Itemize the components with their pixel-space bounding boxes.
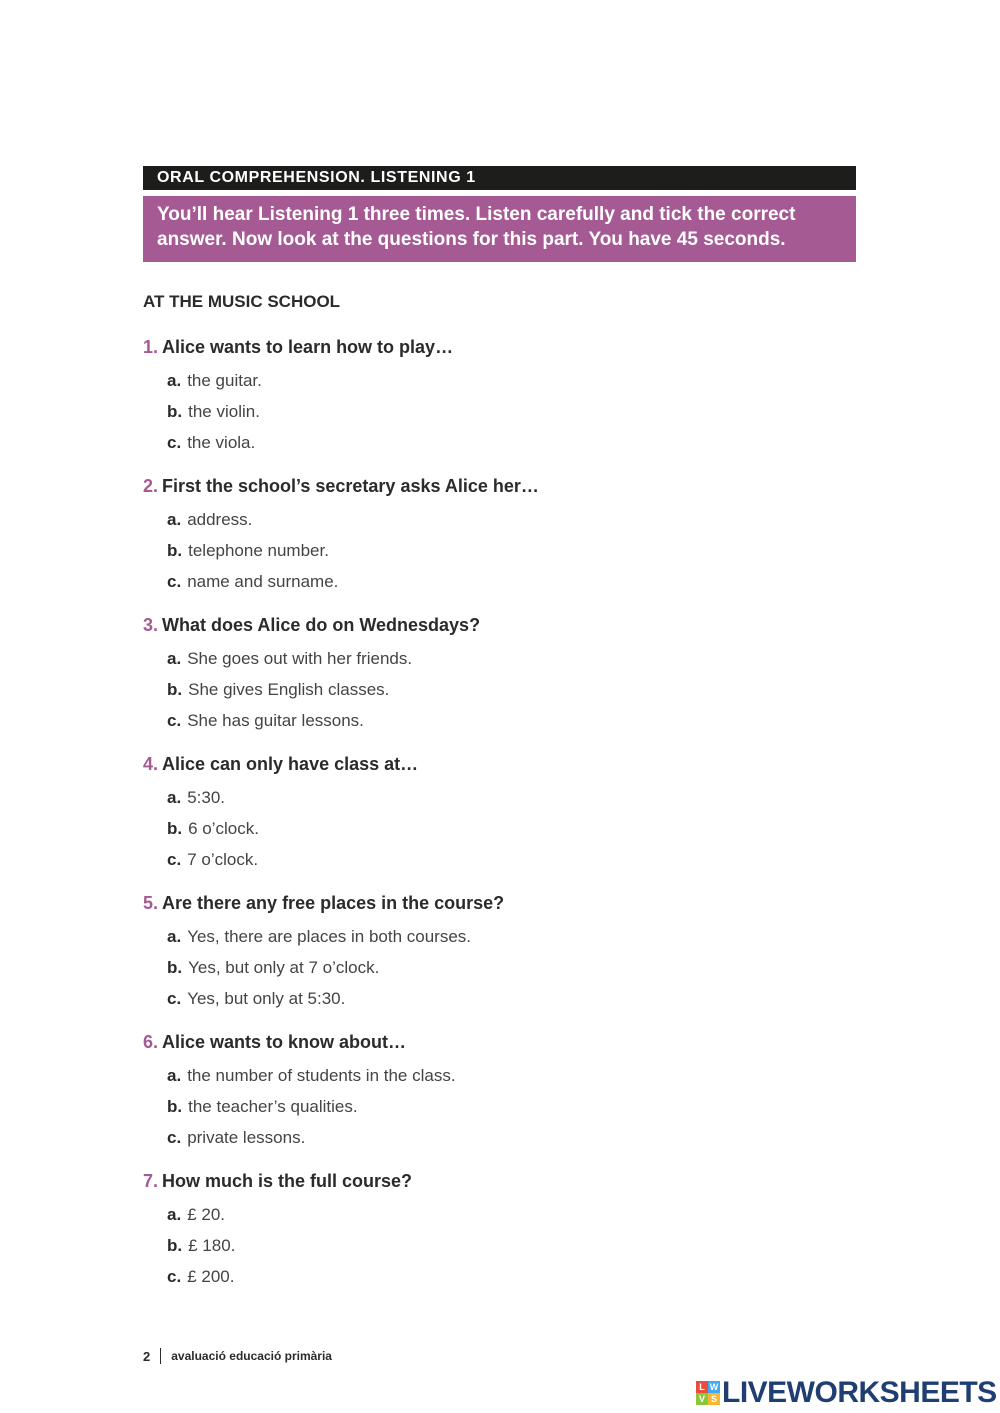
instructions-line-1: You’ll hear Listening 1 three times. Listen carefully and tick the correct: [157, 204, 796, 225]
footer-text: avaluació educació primària: [171, 1349, 332, 1363]
answer-option[interactable]: [143, 674, 856, 705]
option-text: private lessons.: [187, 1128, 306, 1147]
option-letter: a.: [167, 1066, 182, 1085]
option-letter: c.: [167, 1128, 182, 1147]
question-text: First the school’s secretary asks Alice her…: [162, 476, 539, 496]
option-letter: c.: [167, 711, 182, 730]
question-text: Alice wants to know about…: [162, 1032, 407, 1052]
instructions-line-2: answer. Now look at the questions for this part. You have 45 seconds.: [157, 229, 786, 250]
question-3: [143, 613, 856, 736]
question-number: 3.: [143, 615, 159, 635]
brand-logo-tile: W: [709, 1382, 719, 1392]
page-footer: [143, 1348, 332, 1364]
answer-option[interactable]: [143, 535, 856, 566]
question-2: [143, 474, 856, 597]
question-text: Are there any free places in the course?: [162, 893, 505, 913]
question-number: 6.: [143, 1032, 159, 1052]
answer-option[interactable]: [143, 1230, 856, 1261]
question-text: Alice wants to learn how to play…: [162, 337, 454, 357]
page-number: 2: [143, 1348, 151, 1364]
question-5: [143, 891, 856, 1014]
question-text: What does Alice do on Wednesdays?: [162, 615, 481, 635]
option-text: She gives English classes.: [188, 680, 390, 699]
option-text: address.: [187, 510, 253, 529]
option-letter: b.: [167, 402, 183, 421]
answer-option[interactable]: [143, 813, 856, 844]
option-text: 5:30.: [187, 788, 225, 807]
option-text: the guitar.: [187, 371, 262, 390]
brand-name: LIVEWORKSHEETS: [722, 1376, 997, 1409]
option-letter: b.: [167, 1236, 183, 1255]
option-letter: a.: [167, 371, 182, 390]
option-letter: b.: [167, 819, 183, 838]
brand-logo-tile: V: [696, 1393, 708, 1405]
option-letter: a.: [167, 1205, 182, 1224]
footer-divider: [160, 1348, 161, 1364]
option-text: £ 20.: [187, 1205, 225, 1224]
question-number: 1.: [143, 337, 159, 357]
question-text: How much is the full course?: [162, 1171, 413, 1191]
question-text: Alice can only have class at…: [162, 754, 419, 774]
option-text: the teacher’s qualities.: [188, 1097, 358, 1116]
option-text: She goes out with her friends.: [187, 649, 413, 668]
answer-option[interactable]: [143, 365, 856, 396]
option-letter: c.: [167, 1267, 182, 1286]
question-number: 2.: [143, 476, 159, 496]
answer-option[interactable]: [143, 705, 856, 736]
answer-option[interactable]: [143, 396, 856, 427]
answer-option[interactable]: [143, 566, 856, 597]
brand-watermark: [696, 1376, 997, 1410]
option-letter: b.: [167, 1097, 183, 1116]
option-letter: a.: [167, 649, 182, 668]
answer-option[interactable]: [143, 983, 856, 1014]
option-text: Yes, there are places in both courses.: [187, 927, 472, 946]
question-text-line: [143, 1030, 856, 1054]
answer-option[interactable]: [143, 1060, 856, 1091]
option-text: telephone number.: [188, 541, 329, 560]
question-text-line: [143, 335, 856, 359]
answer-option[interactable]: [143, 921, 856, 952]
question-number: 4.: [143, 754, 159, 774]
section-header-title: ORAL COMPREHENSION. LISTENING 1: [143, 166, 856, 190]
option-text: £ 180.: [188, 1236, 236, 1255]
question-1: [143, 335, 856, 458]
option-text: the violin.: [188, 402, 260, 421]
option-text: Yes, but only at 5:30.: [187, 989, 346, 1008]
answer-option[interactable]: [143, 427, 856, 458]
option-letter: a.: [167, 510, 182, 529]
brand-logo-icon: [696, 1381, 720, 1405]
answer-option[interactable]: [143, 1199, 856, 1230]
option-letter: b.: [167, 541, 183, 560]
option-letter: c.: [167, 989, 182, 1008]
question-7: [143, 1169, 856, 1292]
question-text-line: [143, 613, 856, 637]
question-text-line: [143, 1169, 856, 1193]
option-letter: b.: [167, 958, 183, 977]
question-number: 7.: [143, 1171, 159, 1191]
question-number: 5.: [143, 893, 159, 913]
option-text: 7 o’clock.: [187, 850, 259, 869]
question-text-line: [143, 474, 856, 498]
option-text: Yes, but only at 7 o’clock.: [188, 958, 380, 977]
option-letter: c.: [167, 572, 182, 591]
question-6: [143, 1030, 856, 1153]
option-letter: b.: [167, 680, 183, 699]
option-letter: a.: [167, 788, 182, 807]
option-text: £ 200.: [187, 1267, 235, 1286]
answer-option[interactable]: [143, 844, 856, 875]
answer-option[interactable]: [143, 504, 856, 535]
answer-option[interactable]: [143, 782, 856, 813]
brand-logo-tile: S: [708, 1393, 720, 1405]
option-text: name and surname.: [187, 572, 339, 591]
question-list: [143, 335, 856, 1308]
option-letter: a.: [167, 927, 182, 946]
question-text-line: [143, 752, 856, 776]
option-letter: c.: [167, 850, 182, 869]
subsection-title: AT THE MUSIC SCHOOL: [143, 292, 341, 311]
instructions-box: [143, 196, 856, 262]
option-text: the number of students in the class.: [187, 1066, 456, 1085]
option-text: 6 o’clock.: [188, 819, 259, 838]
answer-option[interactable]: [143, 1091, 856, 1122]
option-text: She has guitar lessons.: [187, 711, 364, 730]
answer-option[interactable]: [143, 952, 856, 983]
brand-logo-tile: L: [696, 1381, 708, 1393]
option-letter: c.: [167, 433, 182, 452]
answer-option[interactable]: [143, 1261, 856, 1292]
answer-option[interactable]: [143, 643, 856, 674]
answer-option[interactable]: [143, 1122, 856, 1153]
option-text: the viola.: [187, 433, 256, 452]
question-4: [143, 752, 856, 875]
question-text-line: [143, 891, 856, 915]
